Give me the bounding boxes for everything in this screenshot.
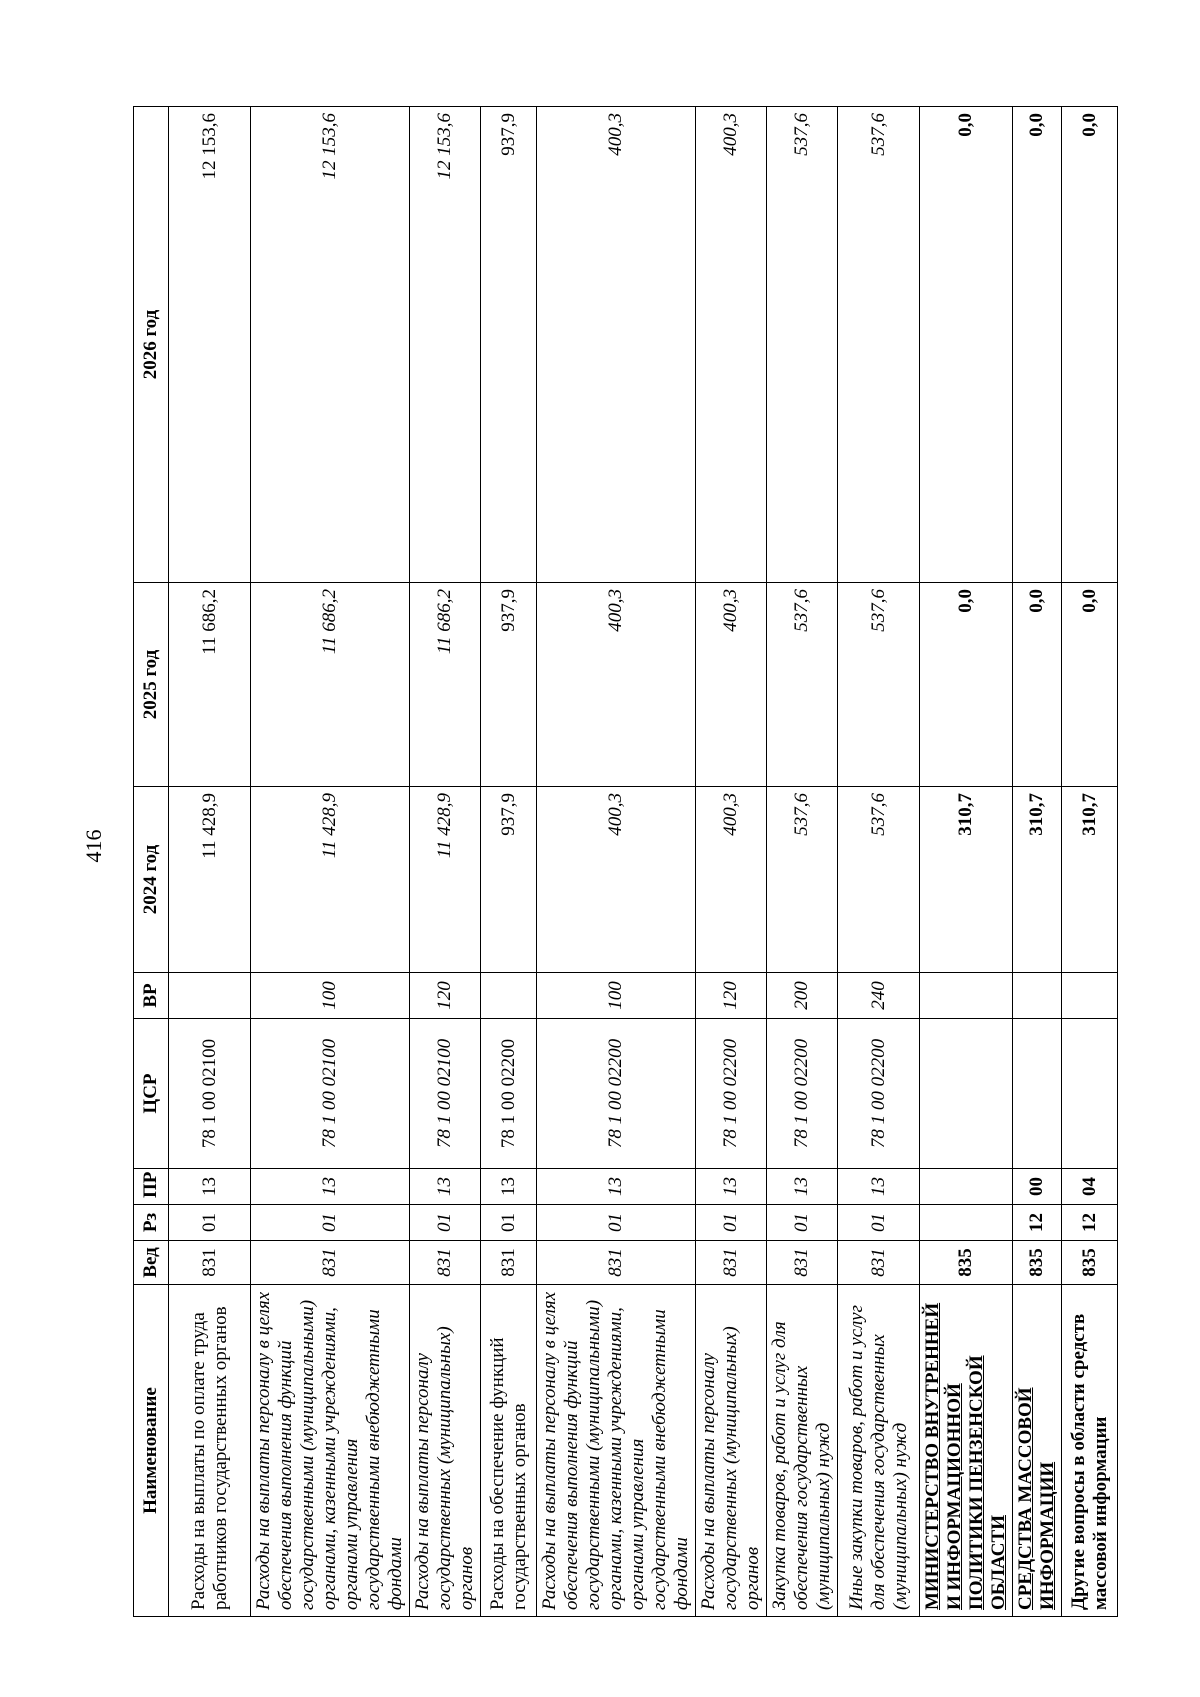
- row-2025: 0,0: [1062, 583, 1118, 787]
- row-vr: 120: [696, 973, 767, 1019]
- row-2024: 310,7: [1062, 787, 1118, 973]
- table-header-row: [134, 107, 169, 1617]
- row-csr: 78 1 00 02200: [767, 1019, 838, 1169]
- row-name: СРЕДСТВА МАССОВОЙ ИНФОРМАЦИИ: [1013, 1285, 1062, 1617]
- row-pr: 13: [251, 1169, 410, 1205]
- header-2025: 2025 год: [134, 583, 169, 787]
- header-csr: ЦСР: [134, 1019, 169, 1169]
- row-pr: 13: [696, 1169, 767, 1205]
- row-name: Другие вопросы в области средств массовой информации: [1062, 1285, 1118, 1617]
- row-2024: 11 428,9: [410, 787, 481, 973]
- table-row: [920, 107, 1013, 1617]
- row-2025: 0,0: [1013, 583, 1062, 787]
- row-2024: 310,7: [920, 787, 1013, 973]
- row-2025: 400,3: [696, 583, 767, 787]
- row-2025: 11 686,2: [410, 583, 481, 787]
- row-rz: [920, 1205, 1013, 1241]
- row-vr: [1013, 973, 1062, 1019]
- row-ved: 831: [767, 1241, 838, 1285]
- table-row: [1062, 107, 1118, 1617]
- header-name: Наименование: [134, 1285, 169, 1617]
- row-rz: 01: [767, 1205, 838, 1241]
- row-csr: [920, 1019, 1013, 1169]
- row-csr: 78 1 00 02200: [481, 1019, 537, 1169]
- row-2026: 12 153,6: [169, 107, 251, 583]
- row-vr: [169, 973, 251, 1019]
- budget-table-container: [133, 107, 1111, 1617]
- row-ved: 835: [920, 1241, 1013, 1285]
- row-csr: 78 1 00 02100: [410, 1019, 481, 1169]
- row-vr: [481, 973, 537, 1019]
- row-rz: 01: [481, 1205, 537, 1241]
- row-2024: 537,6: [767, 787, 838, 973]
- row-2024: 537,6: [838, 787, 920, 973]
- row-2025: 537,6: [838, 583, 920, 787]
- budget-table-rotated: [133, 107, 1111, 1617]
- row-name: Расходы на выплаты персоналу в целях обеспечения выполнения функций государственными (муниципальными) органами, казенными учреждениями, органами управления государственными внебюджетными фондами: [251, 1285, 410, 1617]
- row-name: Иные закупки товаров, работ и услуг для обеспечения государственных (муниципальных) нужд: [838, 1285, 920, 1617]
- row-2025: 11 686,2: [251, 583, 410, 787]
- row-2025: 11 686,2: [169, 583, 251, 787]
- row-rz: 01: [696, 1205, 767, 1241]
- row-name: Расходы на выплаты персоналу государственных (муниципальных) органов: [410, 1285, 481, 1617]
- row-vr: 100: [251, 973, 410, 1019]
- row-ved: 831: [169, 1241, 251, 1285]
- row-2026: 12 153,6: [410, 107, 481, 583]
- row-ved: 831: [410, 1241, 481, 1285]
- row-csr: 78 1 00 02100: [169, 1019, 251, 1169]
- row-rz: 12: [1062, 1205, 1118, 1241]
- row-rz: 01: [838, 1205, 920, 1241]
- budget-table: [133, 106, 1118, 1617]
- row-rz: 12: [1013, 1205, 1062, 1241]
- header-2024: 2024 год: [134, 787, 169, 973]
- table-row: [696, 107, 767, 1617]
- row-2026: 937,9: [481, 107, 537, 583]
- row-pr: 04: [1062, 1169, 1118, 1205]
- header-pr: ПР: [134, 1169, 169, 1205]
- row-name: Расходы на выплаты по оплате труда работников государственных органов: [169, 1285, 251, 1617]
- row-2026: 400,3: [537, 107, 696, 583]
- row-name: Закупка товаров, работ и услуг для обеспечения государственных (муниципальных) нужд: [767, 1285, 838, 1617]
- row-pr: [920, 1169, 1013, 1205]
- row-csr: 78 1 00 02200: [696, 1019, 767, 1169]
- row-2024: 400,3: [696, 787, 767, 973]
- row-2026: 0,0: [920, 107, 1013, 583]
- row-ved: 835: [1062, 1241, 1118, 1285]
- row-csr: [1013, 1019, 1062, 1169]
- row-2026: 537,6: [838, 107, 920, 583]
- row-vr: [1062, 973, 1118, 1019]
- row-2026: 537,6: [767, 107, 838, 583]
- row-name: Расходы на выплаты персоналу в целях обеспечения выполнения функций государственными (муниципальными) органами, казенными учреждениями, органами управления государственными внебюджетными фондами: [537, 1285, 696, 1617]
- row-ved: 831: [537, 1241, 696, 1285]
- row-pr: 00: [1013, 1169, 1062, 1205]
- row-2024: 310,7: [1013, 787, 1062, 973]
- row-2025: 537,6: [767, 583, 838, 787]
- row-vr: 240: [838, 973, 920, 1019]
- row-ved: 831: [481, 1241, 537, 1285]
- row-pr: 13: [767, 1169, 838, 1205]
- row-ved: 831: [838, 1241, 920, 1285]
- row-rz: 01: [537, 1205, 696, 1241]
- row-vr: 120: [410, 973, 481, 1019]
- row-csr: 78 1 00 02200: [537, 1019, 696, 1169]
- row-pr: 13: [481, 1169, 537, 1205]
- row-csr: 78 1 00 02100: [251, 1019, 410, 1169]
- row-rz: 01: [410, 1205, 481, 1241]
- table-row: [838, 107, 920, 1617]
- row-2026: 400,3: [696, 107, 767, 583]
- row-2026: 0,0: [1062, 107, 1118, 583]
- row-2026: 12 153,6: [251, 107, 410, 583]
- row-2024: 400,3: [537, 787, 696, 973]
- row-ved: 831: [251, 1241, 410, 1285]
- table-row: [481, 107, 537, 1617]
- table-row: [537, 107, 696, 1617]
- row-2024: 937,9: [481, 787, 537, 973]
- row-vr: 100: [537, 973, 696, 1019]
- table-row: [251, 107, 410, 1617]
- row-2024: 11 428,9: [169, 787, 251, 973]
- header-2026: 2026 год: [134, 107, 169, 583]
- table-row: [169, 107, 251, 1617]
- header-vr: ВР: [134, 973, 169, 1019]
- row-pr: 13: [169, 1169, 251, 1205]
- row-2024: 11 428,9: [251, 787, 410, 973]
- row-2025: 400,3: [537, 583, 696, 787]
- row-vr: [920, 973, 1013, 1019]
- row-pr: 13: [537, 1169, 696, 1205]
- row-name: Расходы на выплаты персоналу государственных (муниципальных) органов: [696, 1285, 767, 1617]
- row-name: МИНИСТЕРСТВО ВНУТРЕННЕЙ И ИНФОРМАЦИОННОЙ ПОЛИТИКИ ПЕНЗЕНСКОЙ ОБЛАСТИ: [920, 1285, 1013, 1617]
- row-name: Расходы на обеспечение функций государственных органов: [481, 1285, 537, 1617]
- row-rz: 01: [251, 1205, 410, 1241]
- page-number: 416: [81, 829, 106, 863]
- row-vr: 200: [767, 973, 838, 1019]
- row-2025: 0,0: [920, 583, 1013, 787]
- row-pr: 13: [410, 1169, 481, 1205]
- row-csr: 78 1 00 02200: [838, 1019, 920, 1169]
- table-row: [1013, 107, 1062, 1617]
- row-rz: 01: [169, 1205, 251, 1241]
- header-rz: Рз: [134, 1205, 169, 1241]
- header-ved: Вед: [134, 1241, 169, 1285]
- row-pr: 13: [838, 1169, 920, 1205]
- row-2025: 937,9: [481, 583, 537, 787]
- row-ved: 831: [696, 1241, 767, 1285]
- row-ved: 835: [1013, 1241, 1062, 1285]
- row-2026: 0,0: [1013, 107, 1062, 583]
- table-row: [410, 107, 481, 1617]
- table-row: [767, 107, 838, 1617]
- row-csr: [1062, 1019, 1118, 1169]
